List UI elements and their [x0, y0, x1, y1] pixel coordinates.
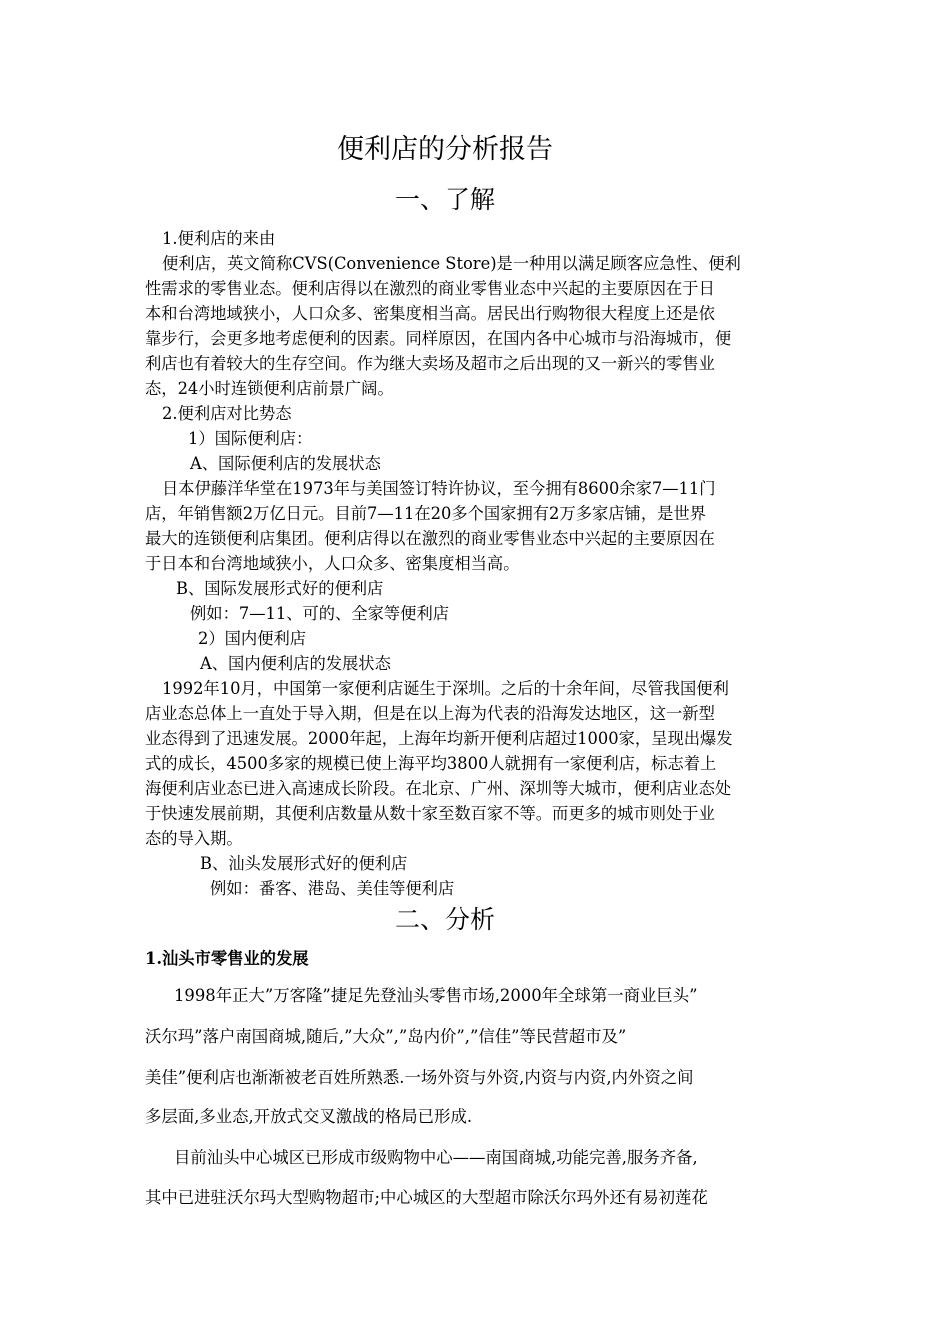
paragraph-line: 利店也有着较大的生存空间。作为继大卖场及超市之后出现的又一新兴的零售业	[145, 354, 715, 373]
paragraph-line: 沃尔玛”落户南国商城,随后,”大众”,”岛内价”,”信佳”等民营超市及”	[145, 1027, 627, 1046]
paragraph-line: 态的导入期。	[145, 829, 243, 848]
paragraph-line: 其中已进驻沃尔玛大型购物超市;中心城区的大型超市除沃尔玛外还有易初莲花	[145, 1188, 708, 1207]
subheading-shantou-retail: 1.汕头市零售业的发展	[145, 949, 309, 968]
subheading-domestic-status: A、国内便利店的发展状态	[200, 654, 391, 673]
document-title: 便利店的分析报告	[337, 134, 553, 165]
paragraph-line: 美佳”便利店也渐渐被老百姓所熟悉.一场外资与外资,内资与内资,内外资之间	[145, 1068, 694, 1087]
paragraph-line: 最大的连锁便利店集团。便利店得以在激烈的商业零售业态中兴起的主要原因在	[145, 529, 715, 548]
paragraph-line: 多层面,多业态,开放式交叉激战的格局已形成.	[145, 1107, 473, 1126]
example-shantou: 例如：番客、港岛、美佳等便利店	[210, 879, 455, 898]
paragraph-line: 目前汕头中心城区已形成市级购物中心——南国商城,功能完善,服务齐备,	[174, 1148, 698, 1167]
section-heading-2: 二、分析	[394, 905, 495, 934]
paragraph-line: 海便利店业态已进入高速成长阶段。在北京、广州、深圳等大城市，便利店业态处	[145, 779, 732, 798]
subheading-international-status: A、国际便利店的发展状态	[190, 454, 381, 473]
paragraph-line: 店业态总体上一直处于导入期，但是在以上海为代表的沿海发达地区，这一新型	[145, 704, 715, 723]
paragraph-line: 便利店，英文简称CVS(Convenience Store)是一种用以满足顾客应急性、便利	[162, 254, 741, 273]
subheading-international-good: B、国际发展形式好的便利店	[176, 579, 384, 598]
paragraph-line: 于日本和台湾地域狭小，人口众多、密集度相当高。	[145, 554, 520, 573]
subheading-international: 1）国际便利店：	[188, 429, 313, 448]
paragraph-line: 式的成长，4500多家的规模已使上海平均3800人就拥有一家便利店，标志着上	[145, 754, 717, 773]
paragraph-line: 日本伊藤洋华堂在1973年与美国签订特许协议，至今拥有8600余家7—11门	[162, 479, 716, 498]
paragraph-line: 性需求的零售业态。便利店得以在激烈的商业零售业态中兴起的主要原因在于日	[145, 279, 715, 298]
section-heading-1: 一、了解	[394, 185, 495, 214]
paragraph-line: 态，24小时连锁便利店前景广阔。	[145, 379, 394, 398]
example-international: 例如：7—11、可的、全家等便利店	[190, 604, 450, 623]
paragraph-line: 1998年正大”万客隆”捷足先登汕头零售市场,2000年全球第一商业巨头”	[174, 986, 698, 1005]
paragraph-line: 1992年10月，中国第一家便利店诞生于深圳。之后的十余年间，尽管我国便利	[162, 679, 729, 698]
paragraph-line: 业态得到了迅速发展。2000年起，上海年均新开便利店超过1000家，呈现出爆发	[145, 729, 733, 748]
subheading-domestic: 2）国内便利店	[198, 629, 307, 648]
subheading-shantou-good: B、汕头发展形式好的便利店	[200, 854, 408, 873]
paragraph-line: 靠步行，会更多地考虑便利的因素。同样原因，在国内各中心城市与沿海城市，便	[145, 329, 732, 348]
paragraph-line: 本和台湾地域狭小，人口众多、密集度相当高。居民出行购物很大程度上还是依	[145, 304, 715, 323]
paragraph-line: 于快速发展前期，其便利店数量从数十家至数百家不等。而更多的城市则处于业	[145, 804, 715, 823]
subheading-origin: 1.便利店的来由	[162, 229, 276, 248]
subheading-comparison: 2.便利店对比势态	[162, 404, 292, 423]
paragraph-line: 店，年销售额2万亿日元。目前7—11在20多个国家拥有2万多家店铺，是世界	[145, 504, 706, 523]
